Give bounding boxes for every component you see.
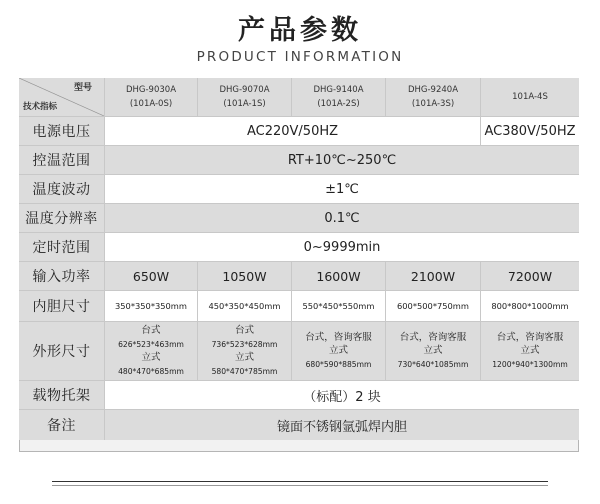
outer-size-line: 580*470*785mm <box>211 366 278 376</box>
row-label: 定时范围 <box>19 233 105 262</box>
corner-spec-label: 技术指标 <box>23 102 58 112</box>
outer-size-line: 1200*940*1300mm <box>492 359 568 369</box>
footer-divider <box>52 485 548 486</box>
page-subtitle: PRODUCT INFORMATION <box>196 49 404 65</box>
inner-size-cell: 550*450*550mm <box>292 291 386 322</box>
outer-size-line: 立式 <box>141 352 161 363</box>
spec-table <box>19 78 579 440</box>
row-label: 载物托架 <box>19 381 105 410</box>
page-title: 产品参数 <box>238 15 362 46</box>
outer-size-line: 立式 <box>423 345 443 357</box>
table-row <box>19 175 579 204</box>
outer-size-line: 680*590*885mm <box>305 359 372 369</box>
outer-size-line: 台式 <box>234 325 254 336</box>
model-cell <box>198 78 292 117</box>
input-power-cell: 1050W <box>198 262 292 291</box>
inner-size-cell: 450*350*450mm <box>198 291 292 322</box>
model-name: 101A-4S <box>512 92 548 102</box>
input-power-cell: 7200W <box>481 262 579 291</box>
input-power-cell: 650W <box>105 262 198 291</box>
model-cell <box>481 78 579 117</box>
outer-size-line: 台式，咨询客服 <box>399 331 467 343</box>
outer-size-line: 626*523*463mm <box>118 339 184 349</box>
table-row <box>19 322 579 381</box>
model-cell <box>105 78 198 117</box>
temp-resolution-value: 0.1℃ <box>105 204 579 233</box>
row-label: 温度分辨率 <box>19 204 105 233</box>
timer-range-value: 0~9999min <box>105 233 579 262</box>
model-name: DHG-9240A <box>407 85 459 95</box>
outer-size-line: 台式 <box>141 325 161 336</box>
outer-size-cell <box>105 322 198 381</box>
row-label: 控温范围 <box>19 146 105 175</box>
table-row <box>19 204 579 233</box>
model-cell <box>386 78 481 117</box>
power-supply-value-4s: AC380V/50HZ <box>481 117 579 146</box>
remark-value: 镜面不锈钢氩弧焊内胆 <box>105 410 579 440</box>
inner-size-cell: 800*800*1000mm <box>481 291 579 322</box>
outer-size-cell <box>481 322 579 381</box>
outer-size-line: 台式，咨询客服 <box>496 331 564 343</box>
model-alt: (101A-0S) <box>129 99 173 109</box>
outer-size-line: 台式，咨询客服 <box>305 331 372 343</box>
inner-size-cell: 350*350*350mm <box>105 291 198 322</box>
model-name: DHG-9030A <box>125 85 177 95</box>
outer-size-line: 立式 <box>234 352 254 363</box>
model-cell <box>292 78 386 117</box>
input-power-cell: 1600W <box>292 262 386 291</box>
outer-size-cell <box>198 322 292 381</box>
outer-size-line: 480*470*685mm <box>118 366 184 376</box>
table-row <box>19 381 579 410</box>
outer-size-cell <box>292 322 386 381</box>
row-label: 温度波动 <box>19 175 105 204</box>
table-row <box>19 146 579 175</box>
outer-size-line: 立式 <box>520 345 540 357</box>
shelf-value: （标配）2 块 <box>105 381 579 410</box>
table-row <box>19 233 579 262</box>
table-row <box>19 410 579 440</box>
model-alt: (101A-2S) <box>317 99 360 109</box>
model-name: DHG-9140A <box>313 85 364 95</box>
inner-size-cell: 600*500*750mm <box>386 291 481 322</box>
outer-size-line: 立式 <box>328 345 348 357</box>
row-label: 电源电压 <box>19 117 105 146</box>
model-header-row <box>19 78 579 117</box>
model-name: DHG-9070A <box>219 85 270 95</box>
row-label: 外形尺寸 <box>19 322 105 381</box>
input-power-cell: 2100W <box>386 262 481 291</box>
model-alt: (101A-3S) <box>411 99 455 109</box>
table-row <box>19 117 579 146</box>
row-label: 备注 <box>19 410 105 440</box>
footer-divider <box>52 481 548 482</box>
corner-cell <box>19 78 105 117</box>
row-label: 内胆尺寸 <box>19 291 105 322</box>
outer-size-line: 730*640*1085mm <box>397 359 469 369</box>
corner-model-label: 型号 <box>73 83 92 93</box>
table-row <box>19 262 579 291</box>
row-label: 输入功率 <box>19 262 105 291</box>
outer-size-cell <box>386 322 481 381</box>
temp-fluctuation-value: ±1℃ <box>105 175 579 204</box>
outer-size-line: 736*523*628mm <box>211 339 278 349</box>
temp-range-value: RT+10℃~250℃ <box>105 146 579 175</box>
model-alt: (101A-1S) <box>223 99 266 109</box>
power-supply-value: AC220V/50HZ <box>105 117 481 146</box>
table-row <box>19 291 579 322</box>
